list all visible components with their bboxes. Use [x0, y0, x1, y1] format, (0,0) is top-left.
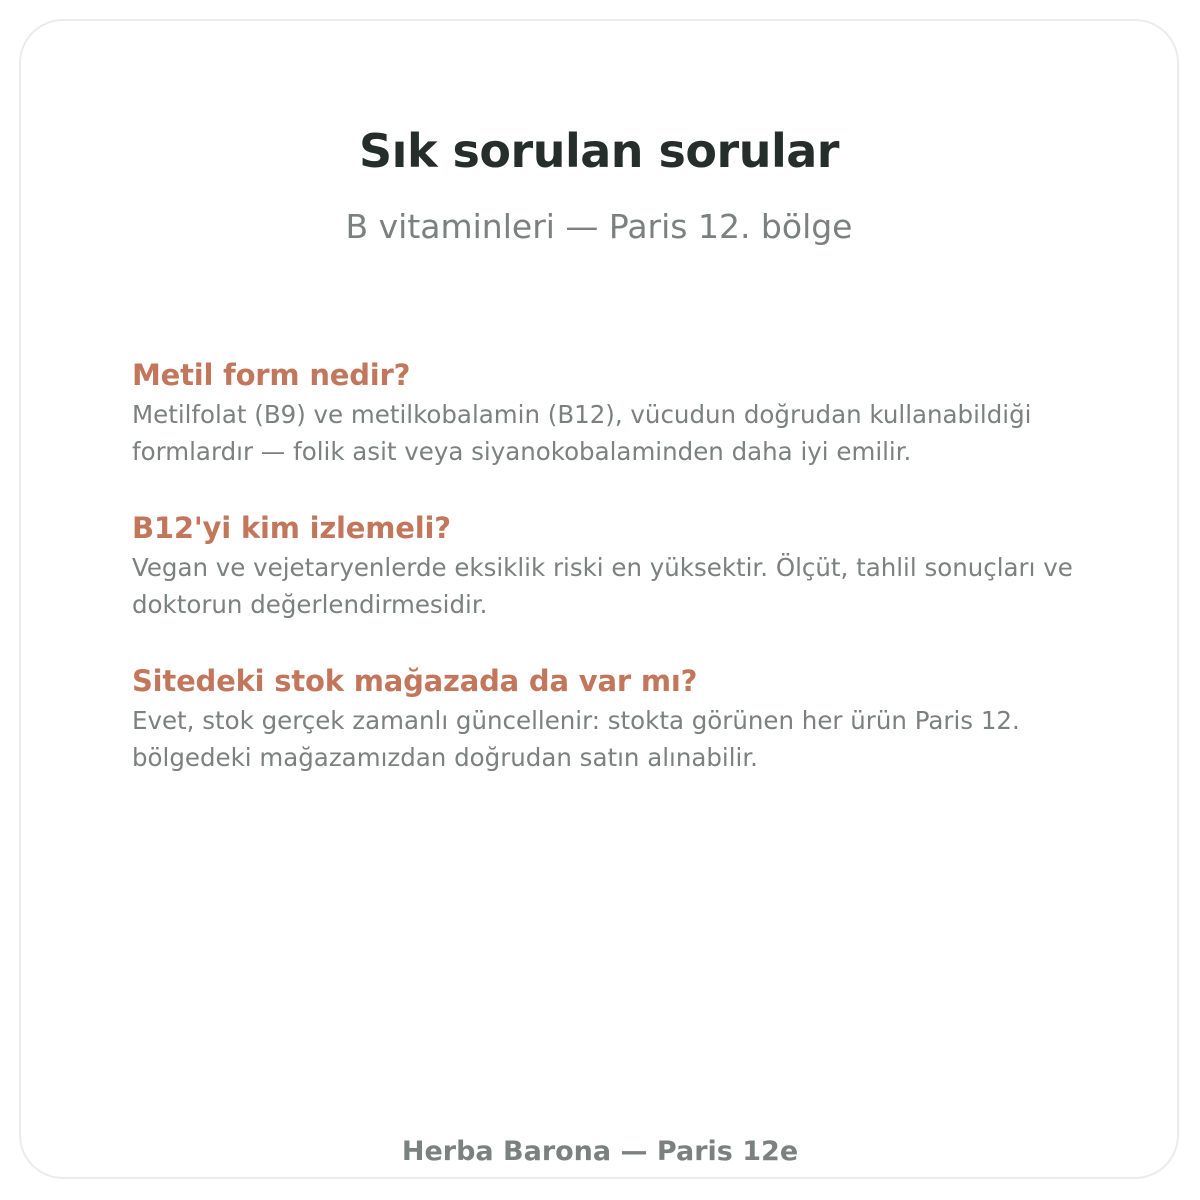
faq-card: [19, 19, 1179, 1179]
faq-answer-line: Vegan ve vejetaryenlerde eksiklik riski en yüksektir. Ölçüt, tahlil sonuçları ve: [132, 553, 1073, 582]
faq-answer: [132, 549, 1092, 623]
faq-item-b12-monitoring: [132, 508, 1092, 623]
faq-question: Sitedeki stok mağazada da var mı?: [132, 664, 698, 698]
faq-item-methyl-form: [132, 355, 1092, 470]
faq-answer-line: Evet, stok gerçek zamanlı güncellenir: stokta görünen her ürün Paris 12.: [132, 706, 1020, 735]
faq-answer-line: formlardır — folik asit veya siyanokobalaminden daha iyi emilir.: [132, 437, 912, 466]
faq-answer-line: Metilfolat (B9) ve metilkobalamin (B12), vücudun doğrudan kullanabildiği: [132, 400, 1032, 429]
page-title: Sık sorulan sorular: [359, 124, 839, 178]
faq-answer-line: bölgedeki mağazamızdan doğrudan satın alınabilir.: [132, 743, 758, 772]
faq-item-store-stock: [132, 661, 1092, 776]
faq-question: Metil form nedir?: [132, 358, 411, 392]
faq-question: B12'yi kim izlemeli?: [132, 511, 451, 545]
faq-list: [132, 355, 1092, 814]
footer-brand: Herba Barona — Paris 12e: [401, 1136, 799, 1167]
faq-answer: [132, 396, 1092, 470]
faq-answer-line: doktorun değerlendirmesidir.: [132, 590, 488, 619]
page-subtitle: B vitaminleri — Paris 12. bölge: [345, 207, 853, 246]
faq-answer: [132, 702, 1092, 776]
